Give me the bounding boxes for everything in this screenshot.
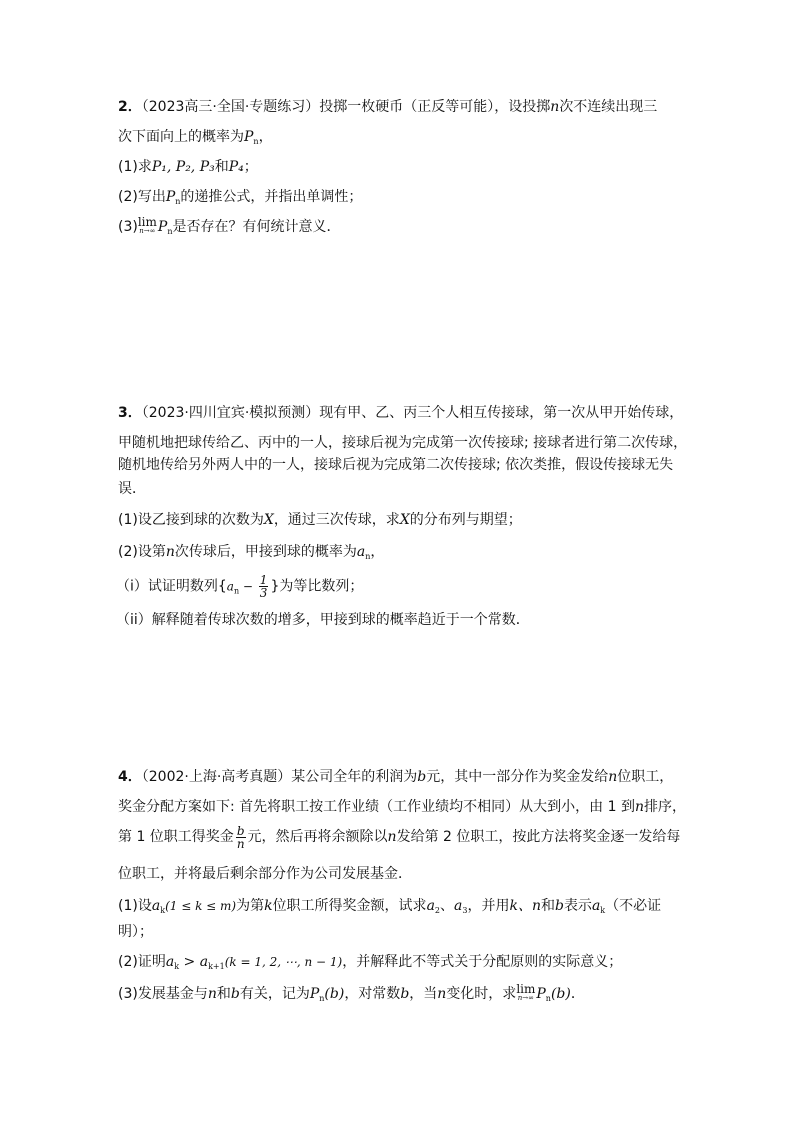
frac-num: b — [236, 823, 245, 838]
math-var: n — [437, 986, 447, 1002]
math-var: n — [165, 544, 175, 560]
q3-text: 甲随机地把球传给乙、丙中的一人，接球后视为完成第一次传接球; 接球者进行第二次传球， — [118, 435, 688, 451]
math-var: a — [356, 544, 366, 560]
q4-text: ，当 — [409, 986, 438, 1002]
part-label: (3) — [118, 219, 138, 235]
q4-text: 和 — [540, 898, 555, 914]
q3-source: （2023·四川宜宾·模拟预测） — [141, 405, 320, 421]
math-op: > — [179, 954, 200, 970]
q4-text: 排序， — [644, 799, 687, 815]
q4-text: ． — [570, 986, 585, 1002]
q4-number: 4． — [118, 769, 142, 785]
q2-number: 2． — [118, 99, 142, 115]
q3-part-1 — [118, 510, 718, 530]
q4-text: 明）； — [118, 924, 153, 940]
math-var: P — [157, 219, 168, 235]
math-sub: n — [253, 137, 259, 146]
math-var: n — [387, 829, 397, 845]
math-expr: (b) — [550, 986, 571, 1002]
math-var: a — [591, 898, 601, 914]
math-sub: 2 — [434, 906, 441, 915]
q3-part-ii — [116, 610, 716, 630]
math-var: a — [426, 898, 435, 914]
q2-line-1 — [118, 97, 718, 117]
q2-part-2 — [118, 187, 718, 212]
math-sub: k+1 — [208, 962, 225, 971]
frac-num: 1 — [259, 573, 268, 587]
math-var: b — [400, 986, 410, 1002]
part-label: (2)写出 — [118, 189, 166, 205]
q3-text: }为等比数列； — [270, 578, 364, 595]
q4-text: （不必证 — [605, 898, 662, 914]
q4-text: 某公司全年的利润为 — [291, 769, 418, 785]
math-var: P — [309, 986, 320, 1002]
math-sub: k — [160, 906, 166, 915]
q3-text: 误． — [118, 481, 146, 497]
q2-text: 和 — [214, 159, 229, 175]
q2-part-3 — [118, 217, 718, 242]
q3-text: 随机地传给另外两人中的一人，接球后视为完成第二次传接球; 依次类推，假设传接球无失 — [118, 457, 674, 473]
math-var: a — [226, 579, 234, 594]
lim-text: lim — [137, 215, 157, 229]
q4-text: 发给第 2 位职工，按此方法将奖金逐一发给每 — [396, 829, 681, 845]
q4-text: 位职工， — [617, 769, 674, 785]
q3-line-3 — [118, 455, 718, 475]
q4-text: 奖金分配方案如下: 首先将职工按工作业绩（工作业绩均不相同）从大到小，由 1 到 — [118, 799, 635, 815]
math-var: b — [230, 986, 240, 1002]
q4-part-1 — [118, 896, 718, 921]
math-var: k — [264, 898, 273, 914]
math-sub: k — [174, 962, 180, 971]
q2-text: 是否存在？有何统计意义． — [172, 219, 341, 235]
math-var: a — [199, 954, 209, 970]
q4-part-1-cont — [118, 922, 718, 942]
q3-part-i — [116, 574, 716, 602]
math-sub: k — [600, 906, 606, 915]
q4-text: 元，其中一部分作为奖金发给 — [426, 769, 609, 785]
fraction-b-over-n — [236, 825, 246, 850]
q3-line-2 — [118, 433, 718, 453]
math-sub: n — [545, 994, 551, 1003]
math-expr: P₄ — [228, 159, 244, 175]
q4-line-3 — [118, 822, 718, 852]
math-var: b — [417, 769, 427, 785]
q4-text: 、 — [440, 898, 455, 914]
q4-text: 为第 — [236, 898, 265, 914]
q4-text: 位职工所得奖金额，试求 — [272, 898, 427, 914]
math-expr: k、n — [509, 898, 541, 914]
math-var: n — [608, 769, 618, 785]
q2-text: ； — [243, 159, 258, 175]
q4-text: 表示 — [563, 898, 592, 914]
limit-operator — [516, 982, 536, 1003]
q3-line-1 — [118, 403, 718, 423]
math-sub: n — [319, 994, 325, 1003]
q4-text: 元，然后再将余额除以 — [247, 829, 388, 845]
q2-text: 的递推公式，并指出单调性； — [180, 189, 363, 205]
q3-text: （i）试证明数列{ — [116, 578, 227, 595]
q4-text: ，对常数 — [344, 986, 401, 1002]
q4-text: ，并解释此不等式关于分配原则的实际意义； — [342, 954, 623, 970]
q3-text: ， — [370, 544, 385, 560]
math-sub: 3 — [462, 906, 468, 915]
q2-text: 投掷一枚硬币（正反等可能），设投掷 — [319, 99, 551, 115]
math-sub: n — [167, 227, 173, 236]
math-var: P — [244, 129, 254, 145]
q4-text: 第 1 位职工得奖金 — [118, 829, 234, 845]
math-sub: n — [233, 586, 240, 596]
q3-number: 3． — [118, 405, 142, 421]
lim-sub: n→∞ — [517, 994, 534, 1002]
q4-text: (1)设 — [118, 898, 152, 914]
frac-den: 3 — [259, 586, 268, 600]
math-expr: (b) — [324, 986, 345, 1002]
fraction-one-third — [259, 574, 269, 599]
math-var: n — [550, 99, 560, 115]
math-var: P — [165, 189, 176, 205]
q3-line-4 — [118, 479, 718, 499]
math-var: a — [165, 954, 175, 970]
math-expr: (k = 1, 2, ⋯, n − 1) — [224, 955, 343, 969]
q4-line-2 — [118, 797, 718, 817]
q3-text: （ii）解释随着传球次数的增多，甲接到球的概率趋近于一个常数． — [116, 612, 530, 628]
q2-text: ， — [258, 129, 273, 145]
math-var: n — [634, 799, 645, 815]
q2-text: 次下面向上的概率为 — [118, 129, 244, 145]
q2-line-2 — [118, 127, 718, 152]
q2-text: 次不连续出现三 — [559, 99, 658, 115]
math-sub: n — [365, 552, 371, 561]
frac-den: n — [236, 836, 245, 851]
math-var: n — [207, 986, 217, 1002]
limit-operator — [137, 215, 157, 236]
q3-text: 次传球后，甲接到球的概率为 — [174, 544, 357, 560]
q3-text: (2)设第 — [118, 544, 166, 560]
math-var: P — [536, 986, 546, 1002]
q2-part-1 — [118, 157, 718, 177]
math-op: − — [239, 579, 257, 594]
q3-text: 的分布列与期望； — [409, 512, 522, 528]
math-var: b — [554, 898, 564, 914]
math-var: X — [263, 512, 274, 528]
q4-text: ，并用 — [467, 898, 510, 914]
q4-text: 位职工，并将最后剩余部分作为公司发展基金． — [118, 866, 412, 882]
q4-text: 有关，记为 — [239, 986, 310, 1002]
math-expr: P₁, P₂, P₃ — [151, 159, 215, 175]
math-var: a — [454, 898, 463, 914]
q4-part-2 — [118, 952, 718, 977]
lim-text: lim — [516, 982, 536, 996]
q4-text: 变化时，求 — [446, 986, 517, 1002]
q2-source: （2023高三·全国·专题练习） — [141, 99, 320, 115]
q3-part-2 — [118, 542, 718, 567]
math-var: a — [151, 898, 161, 914]
math-var: X — [399, 512, 410, 528]
q4-line-1 — [118, 767, 718, 787]
q4-part-3 — [118, 984, 718, 1009]
q4-line-4 — [118, 864, 718, 884]
part-label: (1)求 — [118, 159, 152, 175]
q4-text: 和 — [216, 986, 231, 1002]
q3-text: (1)设乙接到球的次数为 — [118, 512, 264, 528]
q3-text: 现有甲、乙、丙三个人相互传接球，第一次从甲开始传球， — [319, 405, 684, 421]
lim-sub: n→∞ — [139, 227, 156, 235]
math-sub: n — [175, 197, 181, 206]
q3-text: ，通过三次传球，求 — [273, 512, 400, 528]
math-expr: (1 ≤ k ≤ m) — [165, 899, 237, 913]
q4-text: (2)证明 — [118, 954, 166, 970]
q4-text: (3)发展基金与 — [118, 986, 208, 1002]
q4-source: （2002·上海·高考真题） — [141, 769, 292, 785]
